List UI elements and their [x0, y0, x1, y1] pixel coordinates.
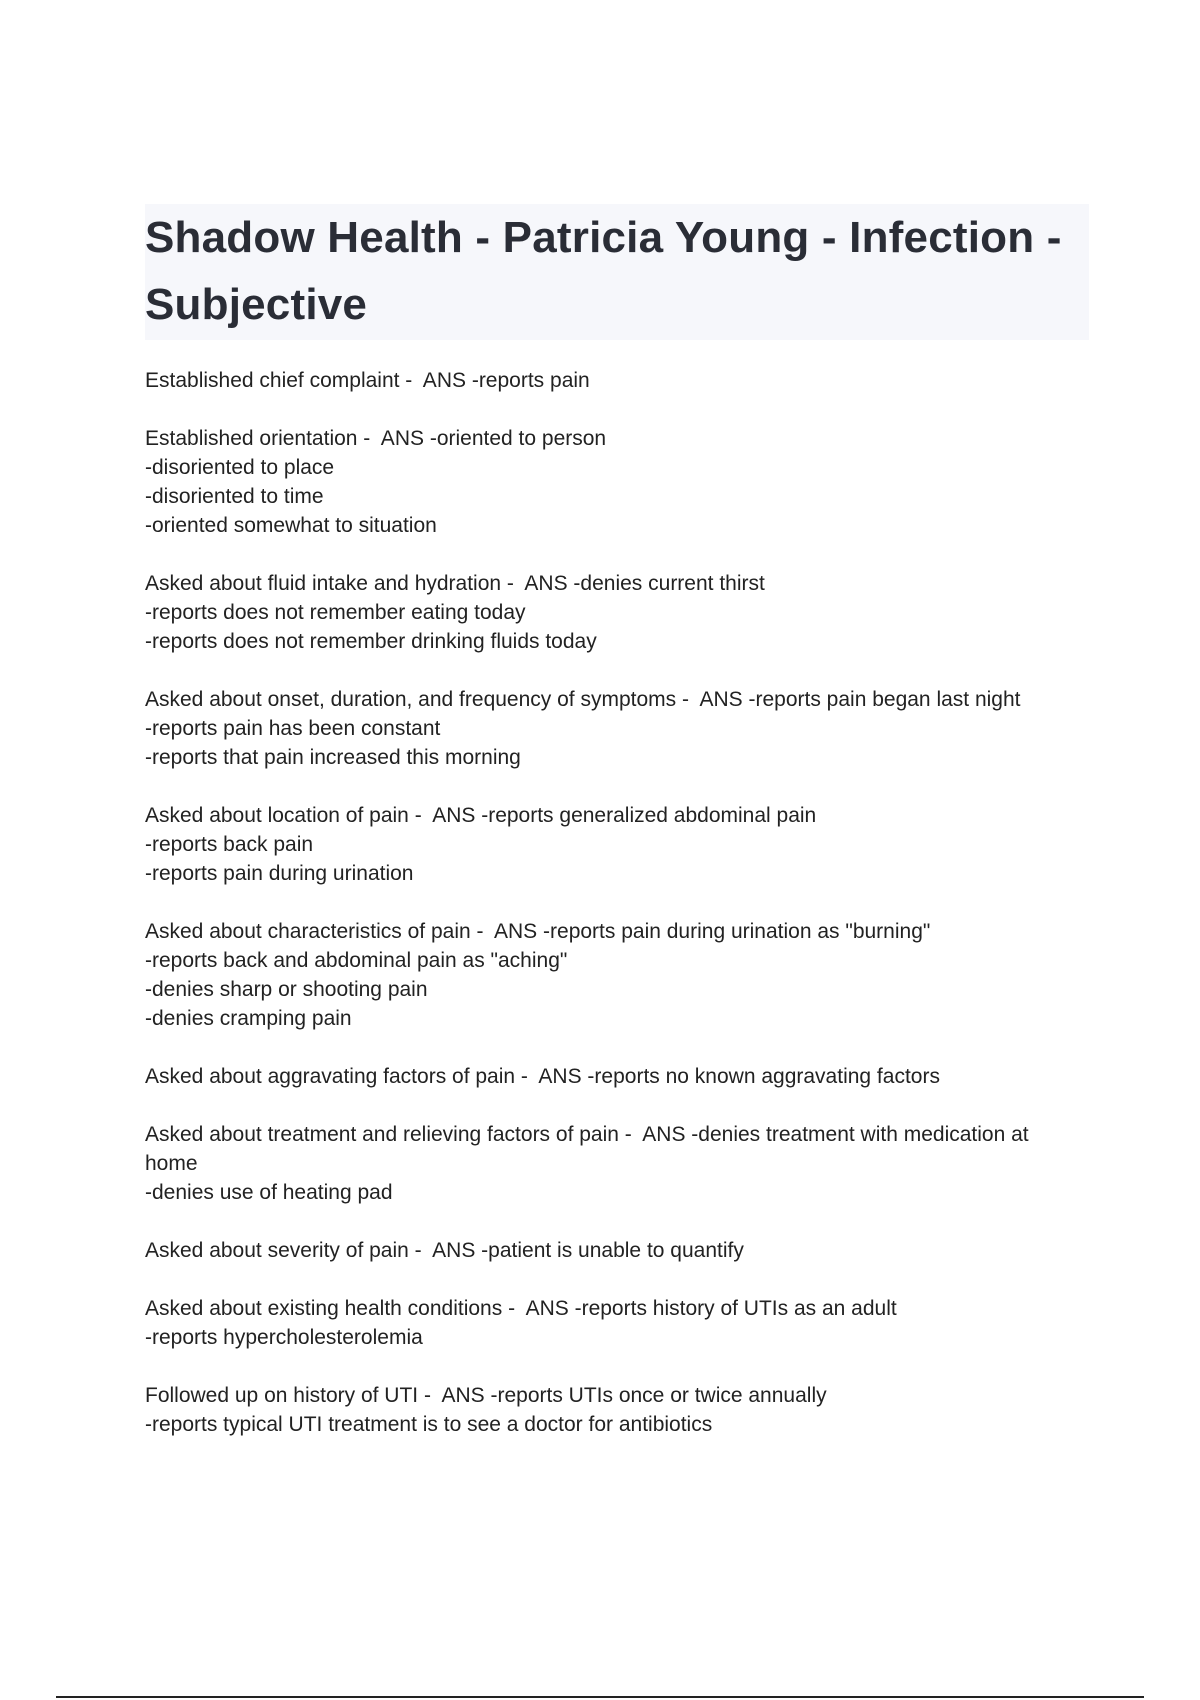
- qa-item-pain-severity: [145, 1236, 1089, 1265]
- qa-line: Asked about location of pain - ANS -reports generalized abdominal pain: [145, 804, 817, 827]
- qa-line: Asked about existing health conditions - ANS -reports history of UTIs as an adult: [145, 1297, 897, 1320]
- qa-line: -reports pain during urination: [145, 862, 414, 885]
- qa-item-uti-history: [145, 1381, 1089, 1439]
- qa-item-onset-duration: [145, 685, 1089, 772]
- qa-line: Asked about fluid intake and hydration - ANS -denies current thirst: [145, 572, 765, 595]
- qa-item-pain-characteristics: [145, 917, 1089, 1033]
- qa-line: -disoriented to time: [145, 485, 324, 508]
- qa-line: -reports back and abdominal pain as "aching": [145, 949, 568, 972]
- page-title: Shadow Health - Patricia Young - Infection - Subjective: [145, 213, 1062, 329]
- qa-line: -reports typical UTI treatment is to see a doctor for antibiotics: [145, 1413, 713, 1436]
- footer-divider: [56, 1696, 1144, 1698]
- qa-line: -reports does not remember eating today: [145, 601, 526, 624]
- qa-item-chief-complaint: [145, 366, 1089, 395]
- qa-line: home: [145, 1152, 198, 1175]
- qa-line: Established chief complaint - ANS -reports pain: [145, 369, 590, 392]
- qa-line: -reports back pain: [145, 833, 314, 856]
- qa-line: -denies sharp or shooting pain: [145, 978, 428, 1001]
- qa-item-fluid-intake: [145, 569, 1089, 656]
- qa-item-health-conditions: [145, 1294, 1089, 1352]
- qa-line: -denies cramping pain: [145, 1007, 352, 1030]
- qa-line: -denies use of heating pad: [145, 1181, 393, 1204]
- qa-line: -oriented somewhat to situation: [145, 514, 437, 537]
- qa-line: Established orientation - ANS -oriented to person: [145, 427, 607, 450]
- qa-line: -reports hypercholesterolemia: [145, 1326, 423, 1349]
- qa-line: Asked about onset, duration, and frequency of symptoms - ANS -reports pain began last night: [145, 688, 1021, 711]
- qa-line: -reports that pain increased this morning: [145, 746, 521, 769]
- qa-item-pain-location: [145, 801, 1089, 888]
- qa-line: Asked about characteristics of pain - ANS -reports pain during urination as "burning": [145, 920, 931, 943]
- qa-line: Asked about aggravating factors of pain - ANS -reports no known aggravating factors: [145, 1065, 940, 1088]
- qa-item-orientation: [145, 424, 1089, 540]
- qa-line: Asked about severity of pain - ANS -patient is unable to quantify: [145, 1239, 744, 1262]
- qa-line: -disoriented to place: [145, 456, 335, 479]
- qa-item-relieving-factors: [145, 1120, 1089, 1207]
- qa-line: Asked about treatment and relieving factors of pain - ANS -denies treatment with medication at: [145, 1123, 1029, 1146]
- qa-list: [145, 366, 1089, 1468]
- qa-line: -reports pain has been constant: [145, 717, 441, 740]
- qa-item-aggravating-factors: [145, 1062, 1089, 1091]
- qa-line: Followed up on history of UTI - ANS -reports UTIs once or twice annually: [145, 1384, 827, 1407]
- title-block: [145, 204, 1089, 340]
- qa-line: -reports does not remember drinking fluids today: [145, 630, 597, 653]
